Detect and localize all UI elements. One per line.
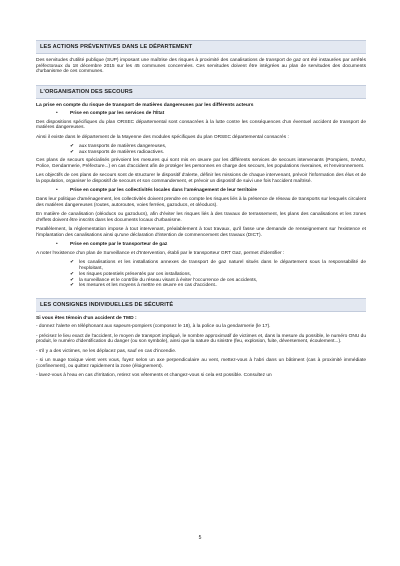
paragraph: Ainsi il existe dans le département de la Mayenne des modules spécifiques du plan ORSEC départemental consacrés : xyxy=(36,134,289,140)
instruction-item: - précisez le lieu exact de l'accident, le moyen de transport impliqué, le nombre approximatif de victimes et, dans la mesure du possible, le numéro ONU du produit, le numéro d'identification du danger (ou son symbole), ainsi que la nature du sinistre (feu, explosion, fuite, déversement, écoulement...). xyxy=(36,333,366,345)
paragraph: Parallèlement, la réglementation impose à tout intervenant, préalablement à tout travaux, qu'il fasse une demande de renseignement sur l'existence et l'implantation des canalisations ainsi qu'une déclaration d'intention de commencement des travaux (DICT). xyxy=(36,227,366,238)
instruction-item: - si un nuage toxique vient vers vous, fuyez selon un axe perpendiculaire au vent, mettez-vous à l'abri dans un bâtiment (cas à proximité immédiate (confinement), ou quittez rapidement la zone (éloignement). xyxy=(36,357,366,369)
checkmark-icon: ✔ xyxy=(70,143,75,149)
page-content xyxy=(36,40,366,382)
checkmark-icon: ✔ xyxy=(70,260,75,266)
list-item: ✔ la surveillance et le contrôle du réseau visant à éviter l'occurrence de ces accidents, xyxy=(70,277,258,283)
checkmark-icon: ✔ xyxy=(70,283,75,289)
bullet-icon: • xyxy=(56,242,58,248)
paragraph: Des servitudes d'utilité publique (SUP) imposant une maîtrise des risques à proximité des canalisations de transport de gaz ont été instaurées par arrêtés préfectoraux du 18 décembre 2015 sur les 45 communes concernées. Ces servitudes doivent être intégrées au plan de servitudes des documents d'urbanisme de ces communes. xyxy=(36,58,366,75)
bullet-icon: • xyxy=(56,188,58,194)
section-header-safety-instructions: LES CONSIGNES INDIVIDUELLES DE SÉCURITÉ xyxy=(36,298,366,312)
list-item: ✔ aux transports de matières dangereuses, xyxy=(70,143,167,149)
subsection-gas-carrier xyxy=(36,242,366,248)
list-item: ✔ les mesures et les moyens à mettre en œuvre en cas d'accident.. xyxy=(70,283,218,289)
subsection-local-authorities xyxy=(36,188,366,194)
paragraph: Dans leur politique d'aménagement, les collectivités doivent prendre en compte les risques liés à la présence de réseau de transports sur lesquels circulent des matières dangereuses (routes, autoroutes, voies ferrées, gazoducs, et oléoducs). xyxy=(36,197,366,208)
paragraph: Ces plans de secours spécialisés prévoient les mesures qui sont mis en œuvre par les différents services de secours intervenants (Pompiers, SAMU, Police, Gendarmerie, Préfecture...) en cas d'accident afin de protéger les personnes en charge des secours, les populations riveraines, et l'environnement. xyxy=(36,158,366,170)
subsection-state-services xyxy=(36,111,366,117)
subsection-label: Prise en compte par le transporteur de gaz xyxy=(70,242,168,248)
list-item: ✔ les canalisations et les installations annexes de transport de gaz naturel situés dans le département sous la responsabilité de l'exploitant, xyxy=(70,260,366,272)
checkmark-icon: ✔ xyxy=(70,271,75,277)
section-header-rescue-organisation: L'ORGANISATION DES SECOURS xyxy=(36,85,366,99)
checkmark-icon: ✔ xyxy=(70,277,75,283)
instruction-item: - donnez l'alerte en téléphonant aux sapeurs-pompiers (composez le 18), à la police ou la gendarmerie (le 17). xyxy=(36,324,271,330)
subsection-label: Prise en compte par les collectivités locales dans l'aménagement de leur territoire xyxy=(70,188,257,194)
list-item: ✔ aux transports de matières radioactives. xyxy=(70,149,165,155)
section-header-preventive-actions: LES ACTIONS PRÉVENTIVES DANS LE DÉPARTEMENT xyxy=(36,40,366,54)
section-lead: La prise en compte du risque de transport de matières dangereuses par les différents acteurs xyxy=(36,102,254,108)
paragraph: Des dispositions spécifiques du plan ORSEC départemental sont consacrées à la lutte contre les conséquences d'un éventuel accident de transport de matières dangereuses. xyxy=(36,119,366,131)
list-item: ✔ les risques potentiels présentés par ces installations, xyxy=(70,271,191,277)
subsection-label: Prise en compte par les services de l'État xyxy=(70,110,165,116)
section-lead: Si vous êtes témoin d'un accident de TMD : xyxy=(36,316,137,322)
page-number: 5 xyxy=(198,535,202,541)
paragraph: Les objectifs de ces plans de secours sont de structurer le dispositif d'alerte, définir les missions de chaque intervenant, prévoir l'information des élus et de la population, organiser le dispositif de secours et son commandement, et prévoir un dispositif de suivi une fois l'accident maîtrisé. xyxy=(36,173,366,185)
instruction-item: - lavez-vous à l'eau en cas d'irritation, retirez vos vêtements et changez-vous si cela est possible. Consultez un xyxy=(36,372,272,378)
checkmark-icon: ✔ xyxy=(70,149,75,155)
instruction-item: - s'il y a des victimes, ne les déplacez pas, sauf en cas d'incendie. xyxy=(36,348,177,354)
bullet-icon: • xyxy=(56,110,58,116)
paragraph: En matière de canalisation (oléoducs ou gazoducs), afin d'éviter les risques liés à des travaux de terrassement, les plans des canalisations et les zones d'effets doivent être inscrits dans les documents locaux d'urbanisme. xyxy=(36,212,366,223)
check-list xyxy=(36,260,366,289)
check-list xyxy=(36,144,366,156)
paragraph: A noter l'existence d'un plan de Surveillance et d'Intervention, établi par le transporteur GRT Gaz, permet d'identifier : xyxy=(36,250,285,256)
